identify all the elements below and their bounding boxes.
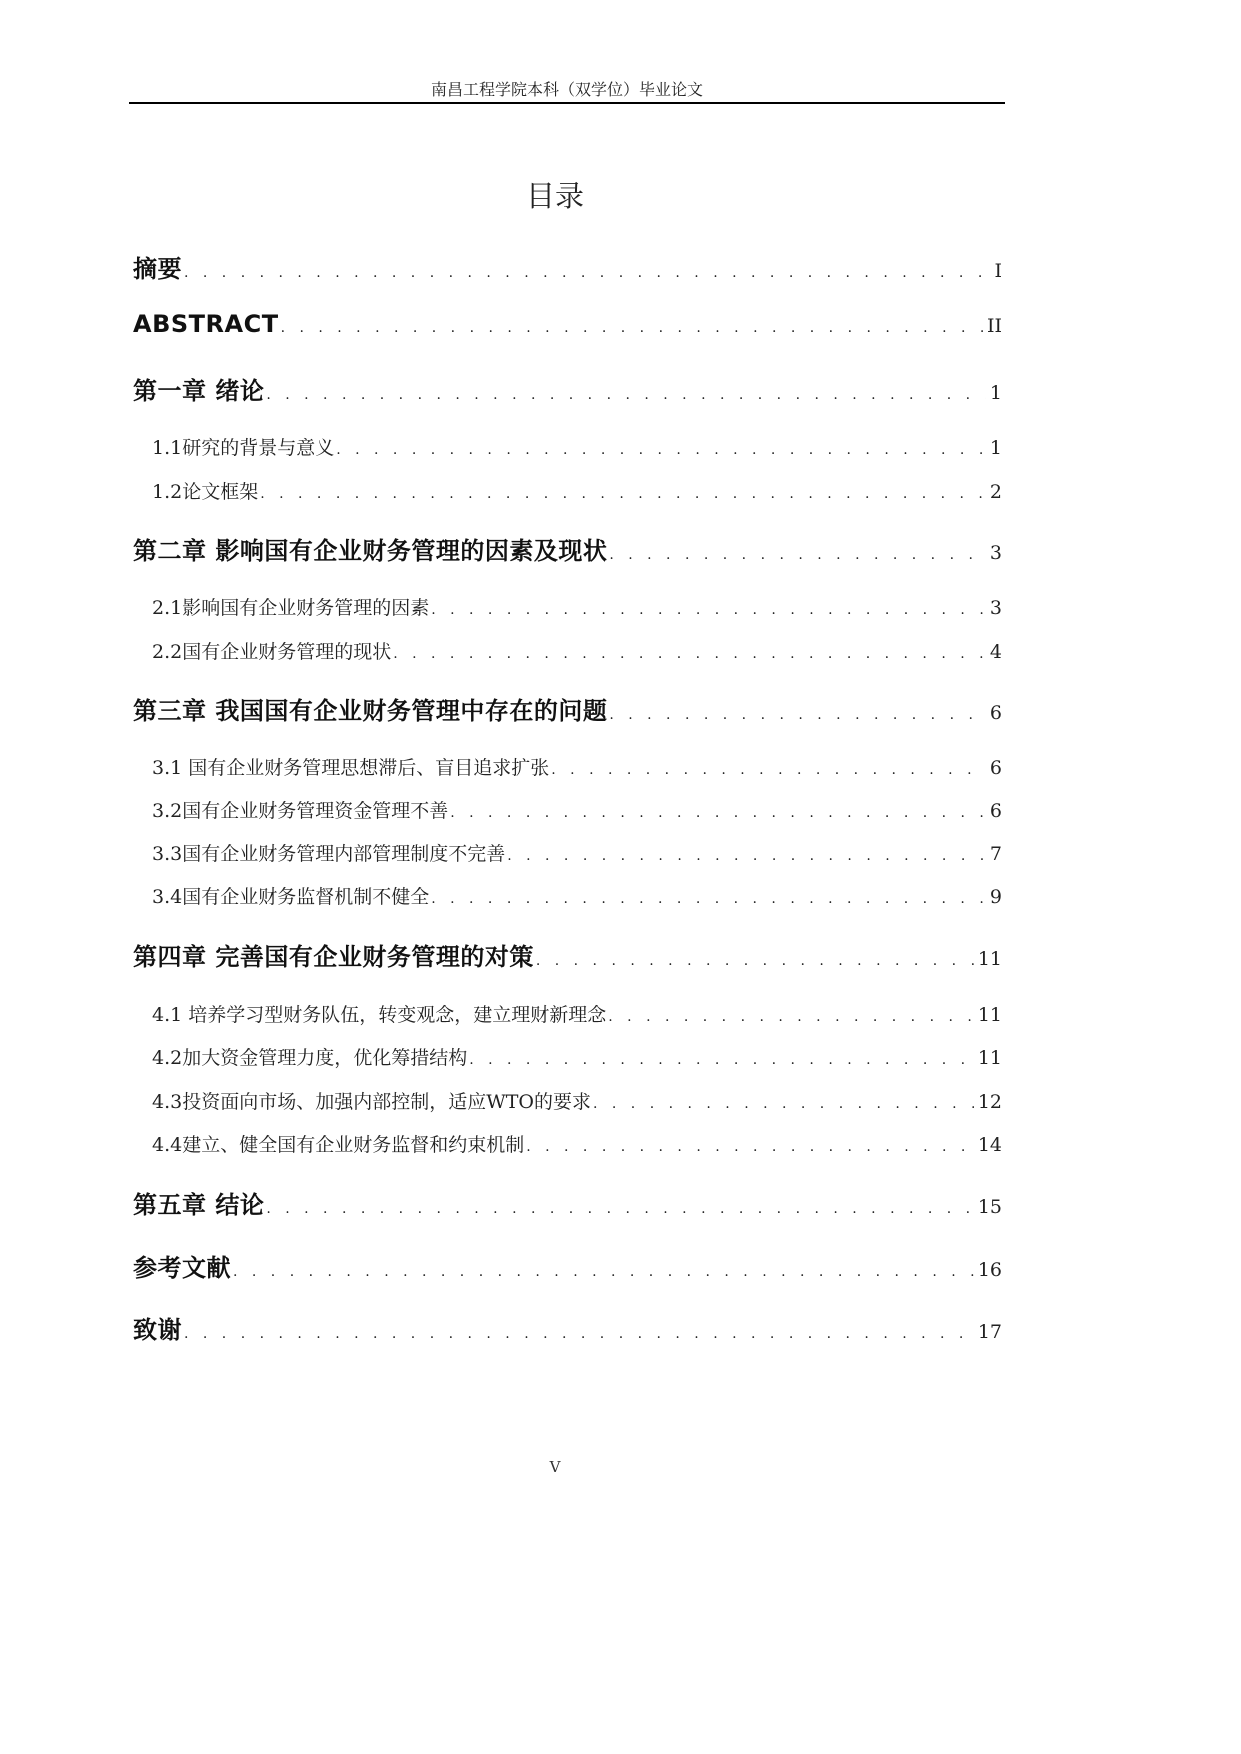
toc-entry-label: 致谢: [133, 1316, 182, 1344]
toc-entry-label: 1.2论文框架: [152, 481, 259, 503]
toc-entry-section-4-3[interactable]: [152, 1087, 1002, 1114]
toc-entry-label: 第二章 影响国有企业财务管理的因素及现状: [133, 537, 608, 565]
dot-leader: [281, 320, 983, 336]
toc-entry-label: 参考文献: [133, 1254, 231, 1282]
dot-leader: [526, 1139, 974, 1155]
toc-entry-page: 3: [989, 597, 1002, 619]
toc-entry-chapter-5[interactable]: [133, 1185, 1002, 1220]
toc-entry-section-1-2[interactable]: [152, 477, 1002, 504]
toc-entry-page: 11: [977, 948, 1002, 970]
dot-leader: [609, 547, 986, 563]
toc-entry-label: 2.1影响国有企业财务管理的因素: [152, 597, 430, 619]
toc-entry-label: 4.2加大资金管理力度，优化筹措结构: [152, 1047, 468, 1069]
toc-entry-section-3-4[interactable]: [152, 882, 1002, 909]
dot-leader: [431, 891, 986, 907]
toc-entry-label: 摘要: [133, 255, 182, 283]
toc-entry-page: 2: [989, 481, 1002, 503]
toc-entry-label: 4.3投资面向市场、加强内部控制，适应WTO的要求: [152, 1091, 591, 1113]
toc-entry-page: I: [994, 260, 1002, 282]
toc-entry-abstract-en[interactable]: [133, 310, 1002, 338]
toc-entry-section-2-2[interactable]: [152, 637, 1002, 664]
toc-entry-page: 15: [977, 1196, 1002, 1218]
toc-entry-label: 3.2国有企业财务管理资金管理不善: [152, 800, 449, 822]
toc-entry-page: 4: [989, 641, 1002, 663]
toc-entry-label: 3.4国有企业财务监督机制不健全: [152, 886, 430, 908]
toc-entry-page: 1: [989, 437, 1002, 459]
toc-entry-label: 4.4建立、健全国有企业财务监督和约束机制: [152, 1134, 525, 1156]
toc-entry-page: 14: [977, 1134, 1002, 1156]
toc-entry-references[interactable]: [133, 1248, 1002, 1283]
running-header: 南昌工程学院本科（双学位）毕业论文: [430, 80, 703, 99]
dot-leader: [266, 1201, 973, 1217]
dot-leader: [233, 1264, 974, 1280]
toc-entry-section-4-2[interactable]: [152, 1043, 1002, 1070]
toc-entry-page: 16: [977, 1259, 1002, 1281]
toc-entry-chapter-1[interactable]: [133, 371, 1002, 406]
dot-leader: [536, 953, 974, 969]
toc-entry-section-3-2[interactable]: [152, 796, 1002, 823]
toc-entry-label: ABSTRACT: [133, 310, 279, 338]
toc-entry-label: 3.3国有企业财务管理内部管理制度不完善: [152, 843, 506, 865]
toc-entry-chapter-3[interactable]: [133, 691, 1002, 726]
dot-leader: [266, 387, 986, 403]
toc-entry-label: 第五章 结论: [133, 1191, 265, 1219]
dot-leader: [393, 646, 986, 662]
toc-entry-chapter-2[interactable]: [133, 531, 1002, 566]
toc-title: 目录: [525, 179, 584, 213]
toc-entry-section-4-1[interactable]: [152, 1000, 1002, 1027]
toc-entry-label: 2.2国有企业财务管理的现状: [152, 641, 392, 663]
toc-entry-page: II: [986, 315, 1002, 337]
dot-leader: [450, 805, 986, 821]
toc-entry-page: 11: [977, 1047, 1002, 1069]
toc-entry-label: 第一章 绪论: [133, 377, 265, 405]
toc-entry-page: 9: [989, 886, 1002, 908]
toc-entry-chapter-4[interactable]: [133, 937, 1002, 972]
toc-entry-label: 3.1 国有企业财务管理思想滞后、盲目追求扩张: [152, 757, 550, 779]
toc-entry-section-1-1[interactable]: [152, 433, 1002, 460]
toc-entry-section-3-3[interactable]: [152, 839, 1002, 866]
toc-entry-page: 7: [989, 843, 1002, 865]
dot-leader: [609, 707, 986, 723]
dot-leader: [608, 1009, 974, 1025]
toc-entry-page: 3: [989, 542, 1002, 564]
dot-leader: [469, 1052, 974, 1068]
dot-leader: [551, 762, 986, 778]
toc-entry-page: 6: [989, 702, 1002, 724]
toc-entry-label: 1.1研究的背景与意义: [152, 437, 335, 459]
dot-leader: [260, 486, 986, 502]
toc-entry-page: 1: [989, 382, 1002, 404]
toc-entry-label: 4.1 培养学习型财务队伍，转变观念，建立理财新理念: [152, 1004, 607, 1026]
toc-entry-page: 11: [977, 1004, 1002, 1026]
dot-leader: [431, 602, 986, 618]
toc-entry-section-3-1[interactable]: [152, 753, 1002, 780]
toc-entry-page: 6: [989, 757, 1002, 779]
toc-entry-page: 17: [977, 1321, 1002, 1343]
dot-leader: [507, 848, 986, 864]
toc-entry-abstract-cn[interactable]: [133, 249, 1002, 284]
toc-entry-label: 第四章 完善国有企业财务管理的对策: [133, 943, 534, 971]
page-number: V: [549, 1458, 561, 1476]
toc-entry-section-4-4[interactable]: [152, 1130, 1002, 1157]
dot-leader: [593, 1096, 974, 1112]
toc-entry-page: 12: [977, 1091, 1002, 1113]
dot-leader: [184, 1326, 974, 1342]
toc-entry-section-2-1[interactable]: [152, 593, 1002, 620]
toc-entry-label: 第三章 我国国有企业财务管理中存在的问题: [133, 697, 608, 725]
dot-leader: [184, 265, 990, 281]
toc-entry-acknowledgements[interactable]: [133, 1310, 1002, 1345]
toc-entry-page: 6: [989, 800, 1002, 822]
dot-leader: [336, 442, 986, 458]
